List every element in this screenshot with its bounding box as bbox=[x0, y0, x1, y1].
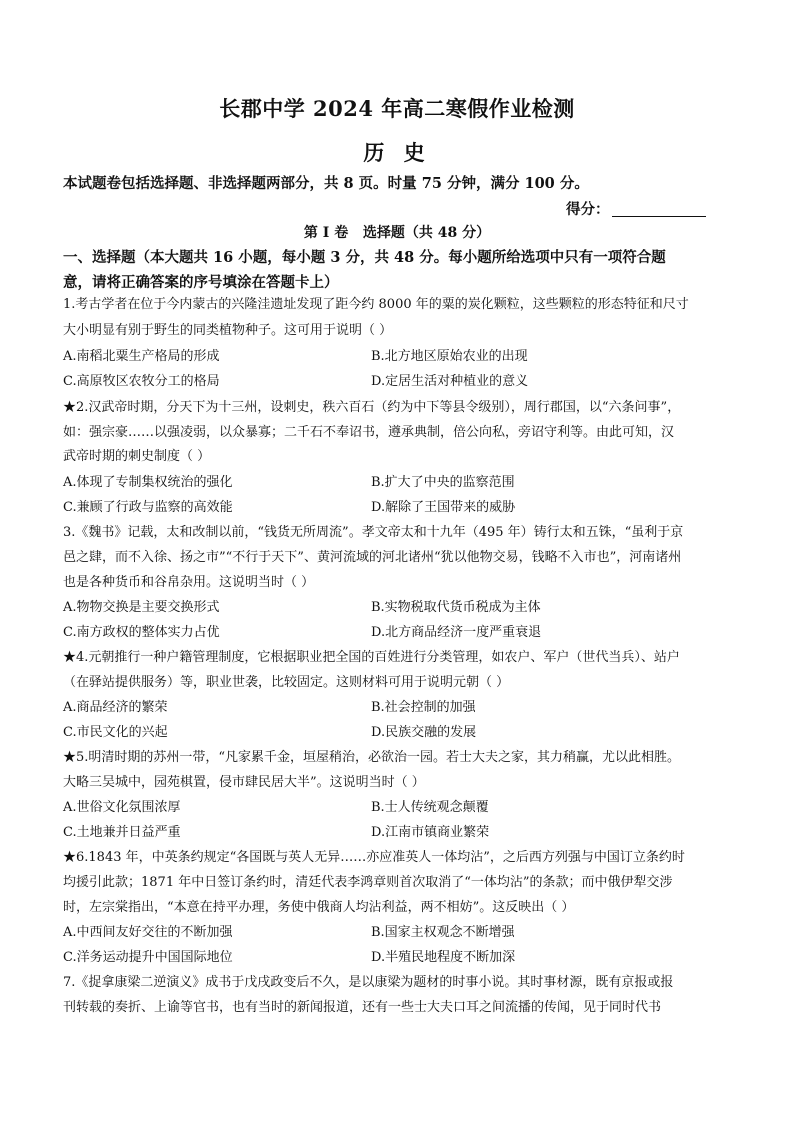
q3-option-d[interactable]: D.北方商品经济一度严重衰退 bbox=[371, 625, 542, 640]
exam-title: 长郡中学 2024 年高二寒假作业检测 bbox=[219, 96, 575, 121]
q5-line-2: 大略三吴城中，园苑棋置，侵市肆民居大半”。这说明当时（ ） bbox=[63, 775, 425, 790]
q3-option-c[interactable]: C.南方政权的整体实力占优 bbox=[63, 625, 220, 640]
q2-line-2: 如：强宗豪……以强凌弱，以众暴寡；二千石不奉诏书，遵承典制，倍公向私，旁诏守利等。由此可知，汉 bbox=[63, 425, 675, 440]
q6-line-2: 均援引此款；1871 年中日签订条约时，清廷代表李鸿章则首次取消了“一体均沾”的条款；而中俄伊犁交涉 bbox=[63, 875, 673, 890]
q6-line-3: 时，左宗棠指出，“本意在持平办理，务使中俄商人均沾利益，两不相妨”。这反映出（ ） bbox=[63, 900, 575, 915]
q6-option-b[interactable]: B.国家主权观念不断增强 bbox=[371, 925, 515, 940]
q3-line-2: 邑之肆，而不入徐、扬之市”“不行于天下”、黄河流域的河北诸州“犹以他物交易，钱略不入市也”，河南诸州 bbox=[63, 550, 682, 565]
q2-line-1: ★2.汉武帝时期，分天下为十三州，设刺史，秩六百石（约为中下等县令级别），周行郡国，以“六条问事”， bbox=[63, 400, 681, 415]
q4-option-c[interactable]: C.市民文化的兴起 bbox=[63, 725, 168, 740]
q5-option-b[interactable]: B.士人传统观念颠覆 bbox=[371, 800, 489, 815]
q2-option-c[interactable]: C.兼顾了行政与监察的高效能 bbox=[63, 500, 233, 515]
q2-option-d[interactable]: D.解除了王国带来的威胁 bbox=[371, 500, 516, 515]
q3-option-b[interactable]: B.实物税取代货币税成为主体 bbox=[371, 600, 541, 615]
q2-option-a[interactable]: A.体现了专制集权统治的强化 bbox=[63, 475, 233, 490]
q1-option-c[interactable]: C.高原牧区农牧分工的格局 bbox=[63, 374, 220, 389]
q3-option-a[interactable]: A.物物交换是主要交换形式 bbox=[63, 600, 220, 615]
section-line-2: 意，请将正确答案的序号填涂在答题卡上） bbox=[63, 274, 339, 291]
q1-option-b[interactable]: B.北方地区原始农业的出现 bbox=[371, 349, 528, 364]
q3-line-1: 3.《魏书》记载，太和改制以前，“钱货无所周流”。孝文帝太和十九年（495 年）铸行太和五铢，“虽利于京 bbox=[63, 525, 684, 540]
q3-line-3: 也是各种货币和谷帛杂用。这说明当时（ ） bbox=[63, 575, 315, 590]
exam-subject: 历 史 bbox=[363, 140, 431, 165]
q2-option-b[interactable]: B.扩大了中央的监察范围 bbox=[371, 475, 515, 490]
q7-line-2: 刊转载的奏折、上谕等官书，也有当时的新闻报道，还有一些士大夫口耳之间流播的传闻，见于同时代书 bbox=[63, 1000, 662, 1015]
section-line-1: 一、选择题（本大题共 16 小题，每小题 3 分，共 48 分。每小题所给选项中只有一项符合题 bbox=[63, 249, 666, 266]
q4-option-d[interactable]: D.民族交融的发展 bbox=[371, 725, 477, 740]
q4-line-2: （在驿站提供服务）等，职业世袭，比较固定。这则材料可用于说明元朝（ ） bbox=[63, 675, 510, 690]
q5-line-1: ★5.明清时期的苏州一带，“凡家累千金，垣屋稍治，必欲治一园。若士大夫之家，其力稍赢，尤以此相胜。 bbox=[63, 750, 681, 765]
q5-option-a[interactable]: A.世俗文化氛围浓厚 bbox=[63, 800, 181, 815]
part-heading: 第 I 卷 选择题（共 48 分） bbox=[303, 225, 491, 241]
score-label: 得分： bbox=[566, 201, 610, 218]
q6-option-d[interactable]: D.半殖民地程度不断加深 bbox=[371, 950, 516, 965]
q4-line-1: ★4.元朝推行一种户籍管理制度，它根据职业把全国的百姓进行分类管理，如农户、军户（世代当兵）、站户 bbox=[63, 650, 680, 665]
q1-line-2: 大小明显有别于野生的同类植物种子。这可用于说明（ ） bbox=[63, 323, 393, 338]
q5-option-d[interactable]: D.江南市镇商业繁荣 bbox=[371, 825, 490, 840]
q6-option-c[interactable]: C.洋务运动提升中国国际地位 bbox=[63, 950, 233, 965]
q4-option-b[interactable]: B.社会控制的加强 bbox=[371, 700, 476, 715]
q2-line-3: 武帝时期的刺史制度（ ） bbox=[63, 449, 211, 464]
q4-option-a[interactable]: A.商品经济的繁荣 bbox=[63, 700, 168, 715]
q7-line-1: 7.《捉拿康梁二逆演义》成书于戊戌政变后不久，是以康梁为题材的时事小说。其时事材源，既有京报或报 bbox=[63, 975, 674, 990]
score-blank[interactable] bbox=[612, 201, 706, 217]
q1-option-d[interactable]: D.定居生活对种植业的意义 bbox=[371, 374, 529, 389]
q6-option-a[interactable]: A.中西间友好交往的不断加强 bbox=[63, 925, 233, 940]
q6-line-1: ★6.1843 年，中英条约规定“各国既与英人无异……亦应准英人一体均沾”，之后西方列强与中国订立条约时 bbox=[63, 850, 685, 865]
section-instructions bbox=[63, 245, 733, 295]
exam-intro: 本试题卷包括选择题、非选择题两部分，共 8 页。时量 75 分钟，满分 100 分。 bbox=[63, 175, 589, 192]
q1-option-a[interactable]: A.南稻北粟生产格局的形成 bbox=[63, 349, 220, 364]
score-field bbox=[566, 198, 706, 219]
q1-line-1: 1.考古学者在位于今内蒙古的兴隆洼遗址发现了距今约 8000 年的粟的炭化颗粒，这些颗粒的形态特征和尺寸 bbox=[63, 297, 689, 312]
q5-option-c[interactable]: C.土地兼并日益严重 bbox=[63, 825, 181, 840]
